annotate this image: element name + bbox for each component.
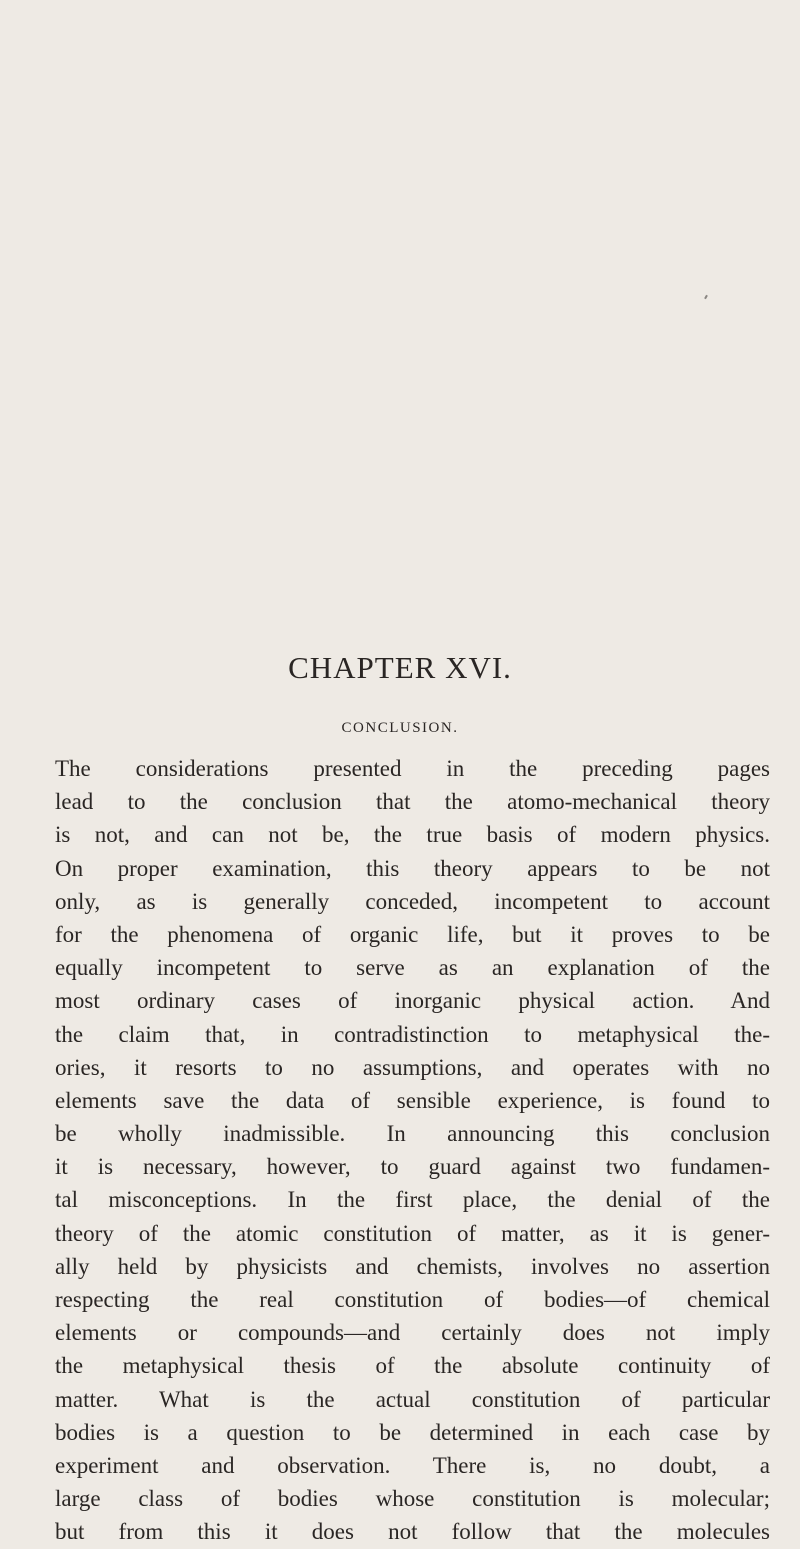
text-line: the metaphysical thesis of the absolute continuity of	[55, 1353, 770, 1379]
text-line: is not, and can not be, the true basis of modern physics.	[55, 822, 770, 848]
text-line: On proper examination, this theory appears to be not	[55, 855, 770, 881]
text-line: be wholly inadmissible. In announcing this conclusion	[55, 1121, 770, 1147]
text-line: The considerations presented in the preceding pages	[55, 756, 770, 781]
text-line: ories, it resorts to no assumptions, and operates with no	[55, 1054, 770, 1080]
text-line: the claim that, in contradistinction to metaphysical the-	[55, 1021, 770, 1047]
text-line: theory of the atomic constitution of matter, as it is gener-	[55, 1220, 770, 1246]
body-paragraph	[55, 752, 770, 1549]
text-line: only, as is generally conceded, incompetent to account	[55, 888, 770, 914]
text-line: tal misconceptions. In the first place, the denial of the	[55, 1187, 770, 1213]
chapter-title: CHAPTER XVI.	[288, 650, 512, 685]
text-line: ally held by physicists and chemists, involves no assertion	[55, 1253, 770, 1279]
text-line: most ordinary cases of inorganic physical action. And	[55, 988, 770, 1014]
text-line: it is necessary, however, to guard against two fundamen-	[55, 1154, 770, 1180]
text-line: experiment and observation. There is, no doubt, a	[55, 1452, 770, 1478]
text-line: but from this it does not follow that the molecules	[55, 1519, 770, 1545]
text-line: large class of bodies whose constitution is molecular;	[55, 1486, 770, 1512]
paper-speck	[704, 295, 708, 299]
text-line: elements save the data of sensible experience, is found to	[55, 1087, 770, 1113]
text-line: elements or compounds—and certainly does not imply	[55, 1320, 770, 1346]
text-line: equally incompetent to serve as an explanation of the	[55, 955, 770, 981]
text-line: respecting the real constitution of bodies—of chemical	[55, 1287, 770, 1312]
text-line: for the phenomena of organic life, but it proves to be	[55, 921, 770, 947]
text-line: bodies is a question to be determined in each case by	[55, 1419, 770, 1445]
section-title: CONCLUSION.	[341, 720, 459, 736]
text-line: lead to the conclusion that the atomo-mechanical theory	[55, 789, 770, 815]
text-line: matter. What is the actual constitution of particular	[55, 1386, 770, 1412]
